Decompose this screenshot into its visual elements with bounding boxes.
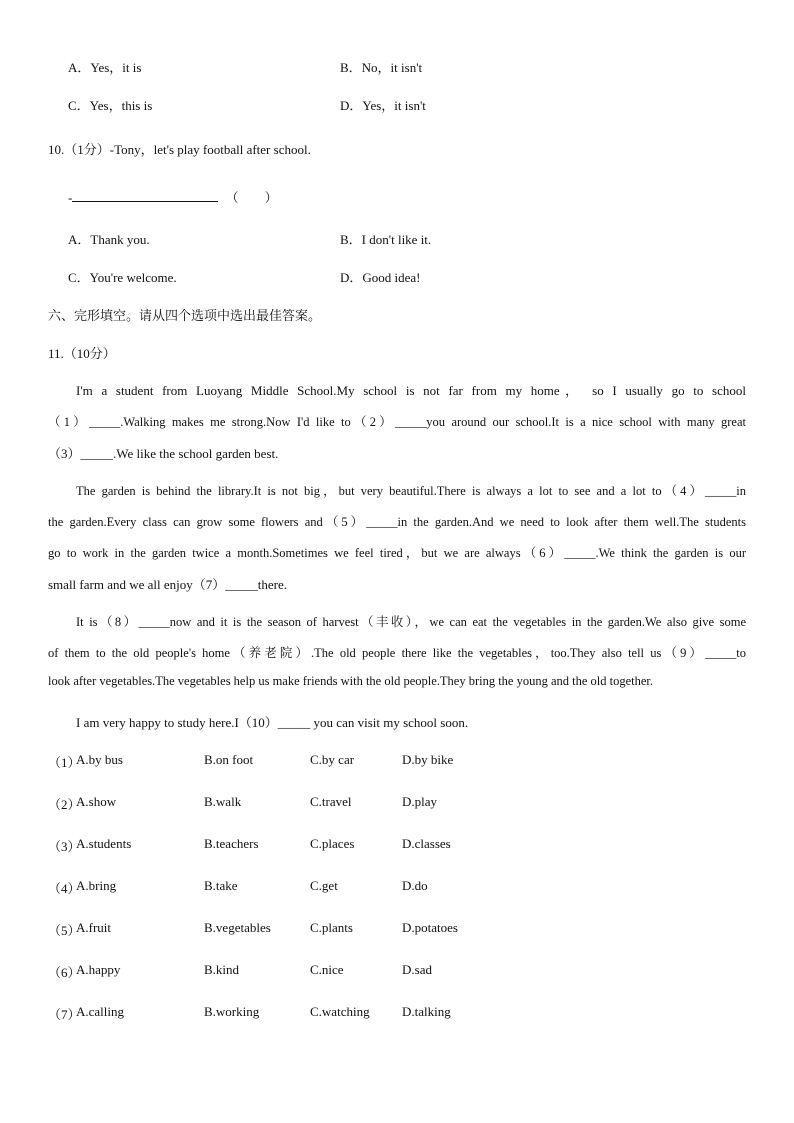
passage-line: small farm and we all enjoy（7）_____there. [48,577,287,592]
choice-d: D.sad [402,962,432,977]
choice-number: （3） [48,839,81,854]
choice-c: C.plants [310,920,353,935]
q10-answer-prefix: - [68,190,73,205]
q9-option-b: B．No，it isn't [340,60,423,75]
choice-b: B.kind [204,962,240,977]
answer-blank [72,190,218,202]
choice-number: （5） [48,923,81,938]
q10-paren: （ ） [225,190,278,205]
choice-number: （4） [48,881,81,896]
choice-c: C.travel [310,794,352,809]
choice-b: B.take [204,878,238,893]
q10-answer-line [68,187,278,206]
choice-c: C.get [310,878,338,893]
choice-number: （7） [48,1007,81,1022]
q9-option-c: C．Yes，this is [68,98,153,113]
choice-b: B.vegetables [204,920,271,935]
choice-d: D.play [402,794,438,809]
choice-b: B.walk [204,794,242,809]
choice-c: C.places [310,836,355,851]
choice-a: A.bring [76,878,117,893]
choice-a: A.students [76,836,132,851]
q10-option-b: B．I don't like it. [340,232,432,247]
choice-a: A.happy [76,962,121,977]
q10-option-a: A．Thank you. [68,232,150,247]
choice-d: D.by bike [402,752,454,767]
choice-a: A.fruit [76,920,112,935]
choice-a: A.calling [76,1004,125,1019]
q9-option-d: D．Yes，it isn't [340,98,426,113]
choice-d: D.do [402,878,428,893]
choice-a: A.by bus [76,752,123,767]
section-heading: 六、完形填空。请从四个选项中选出最佳答案。 [48,308,322,323]
choice-number: （2） [48,797,81,812]
passage-line: go to work in the garden twice a month.Sometimes we feel tired，but we are always（6）_____.We think the garden is our [48,546,746,560]
passage-line: （3）_____.We like the school garden best. [48,446,279,461]
passage-line: I am very happy to study here.I（10）_____ you can visit my school soon. [76,715,469,730]
choice-b: B.on foot [204,752,254,767]
passage-line: the garden.Every class can grow some flowers and（5）_____in the garden.And we need to look after them well.The students [48,515,746,529]
passage-line: The garden is behind the library.It is not big，but very beautiful.There is always a lot to see and a lot to（4）_____in [76,484,746,498]
choice-d: D.classes [402,836,451,851]
choice-c: C.watching [310,1004,370,1019]
q10-stem: 10.（1分）-Tony，let's play football after school. [48,142,311,157]
choice-d: D.potatoes [402,920,458,935]
choice-b: B.working [204,1004,260,1019]
choice-c: C.by car [310,752,355,767]
q10-option-c: C．You're welcome. [68,270,177,285]
choice-d: D.talking [402,1004,451,1019]
q10-option-d: D．Good idea! [340,270,421,285]
choice-b: B.teachers [204,836,259,851]
passage-line: I'm a student from Luoyang Middle School.My school is not far from my home， so I usually go to school [76,383,746,398]
passage-line: （1）_____.Walking makes me strong.Now I'd like to（2）_____you around our school.It is a nice school with many great [48,415,746,429]
choice-number: （1） [48,755,81,770]
choice-number: （6） [48,965,81,980]
choice-a: A.show [76,794,117,809]
q9-option-a: A．Yes，it is [68,60,142,75]
passage-line: look after vegetables.The vegetables help us make friends with the old people.They bring the young and the old together. [48,674,654,688]
q11-header: 11.（10分） [48,346,116,361]
passage-line: It is（8）_____now and it is the season of harvest（丰收），we can eat the vegetables in the garden.We also give some [76,615,746,629]
passage-line: of them to the old people's home（养老院）.The old people there like the vegetables，too.They also tell us（9）_____to [48,646,746,660]
choice-c: C.nice [310,962,344,977]
